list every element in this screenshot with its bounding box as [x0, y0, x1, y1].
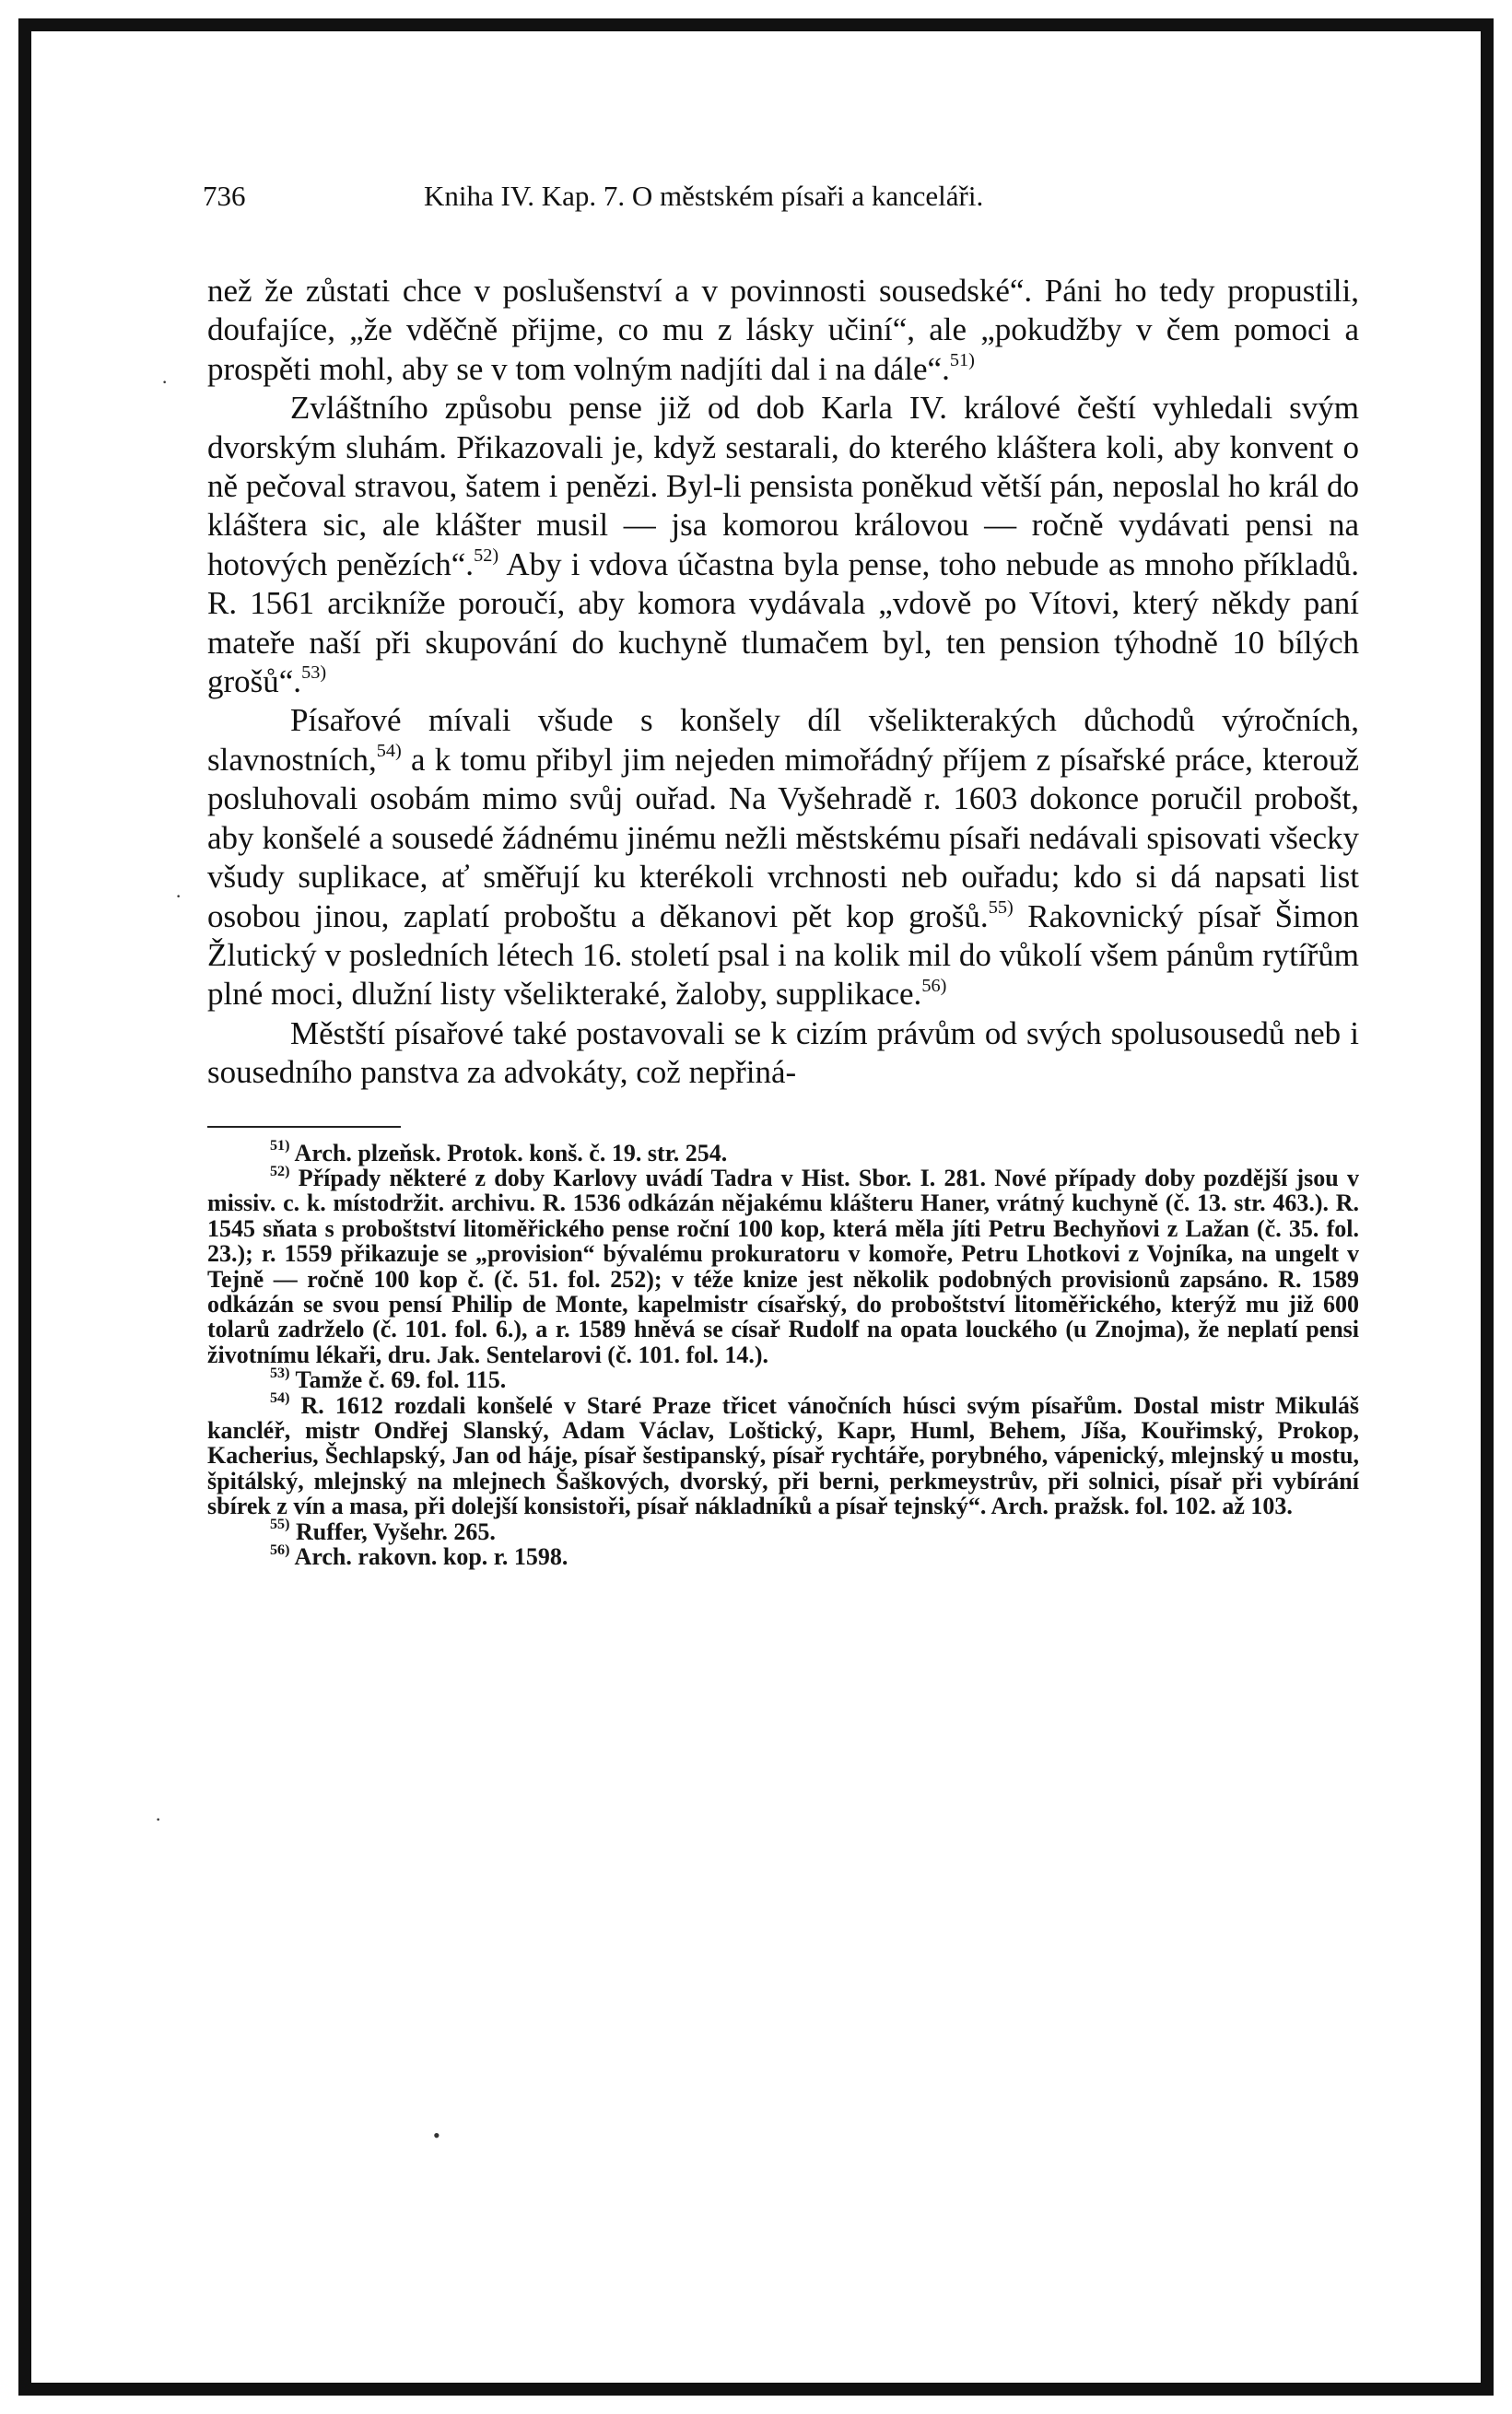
running-header	[203, 180, 1364, 226]
footnote-text: Arch. plzeňsk. Protok. konš. č. 19. str. 254.	[289, 1139, 728, 1166]
text-column	[207, 272, 1359, 1569]
paragraph-3	[207, 701, 1359, 1014]
footnote-51	[207, 1138, 1359, 1166]
paragraph-1	[207, 272, 1359, 389]
footnote-text: Ruffer, Vyšehr. 265.	[289, 1518, 496, 1545]
scan-speck: •	[433, 2124, 440, 2147]
footnote-ref-56: 56)	[921, 975, 947, 996]
footnote-text: Arch. rakovn. kop. r. 1598.	[289, 1543, 568, 1571]
footnote-number: 56)	[270, 1541, 290, 1558]
footnotes	[207, 1138, 1359, 1571]
scan-speck: ·	[161, 370, 169, 393]
footnote-55	[207, 1519, 1359, 1544]
page-number: 736	[203, 180, 246, 212]
footnote-number: 52)	[270, 1163, 290, 1179]
footnote-ref-55: 55)	[988, 896, 1014, 918]
scan-speck: ·	[155, 1808, 162, 1831]
footnote-ref-53: 53)	[301, 662, 327, 684]
scan-speck: ·	[175, 885, 182, 908]
footnote-text: Tamže č. 69. fol. 115.	[289, 1366, 507, 1394]
paragraph-4	[207, 1014, 1359, 1093]
footnote-ref-51: 51)	[949, 350, 975, 371]
footnote-text: Případy některé z doby Karlovy uvádí Tadra v Hist. Sbor. I. 281. Nové případy doby pozdější jsou v missiv. c. k. místodržit. archivu. R. 1536 odkázán nějakému klášteru Haner, vrátný kuchyně (č. 13. str. 463.). R. 1545 sňata s proboštství litoměřického pense roční 100 kop, která měla jíti Petru Bechyňovi z Lažan (č. 35. fol. 23.); r. 1559 přikazuje se „provision“ bývalému prokuratoru v komoře, Petru Lhotkovi z Vojníka, na ungelt v Tejně — ročně 100 kop č. (č. 51. fol. 252); v téže knize jest několik podobných provisionů zapsáno. R. 1589 odkázán se svou pensí Philip de Monte, kapelmistr císařský, do proboštství litoměřického, kterýž mu již 600 tolarů zadrželo (č. 101. fol. 6.), a r. 1589 hněvá se císař Rudolf na opata louckého (u Znojma), že neplatí pensi životnímu lékaři, dru. Jak. Sentelarovi (č. 101. fol. 14.).	[207, 1164, 1359, 1368]
footnote-54	[207, 1390, 1359, 1520]
footnote-number: 53)	[270, 1365, 290, 1381]
paragraph-3-text-c: Rakovnický písař Šimon Žlutický v posledních létech 16. století psal i na kolik mil do vůkolí všem pánům rytířům plné moci, dlužní listy všelikteraké, žaloby, supplikace.	[207, 897, 1359, 1013]
paragraph-2-text-b: Aby i vdova účastna byla pense, toho nebude as mnoho příkladů. R. 1561 arcikníže poroučí, aby komora vydávala „vdově po Vítovi, který někdy paní mateře naší při skupování do kuchyně tlumačem byl, ten pension týhodně 10 bílých grošů“.	[207, 545, 1360, 700]
footnote-number: 54)	[270, 1390, 290, 1407]
footnote-53	[207, 1367, 1359, 1392]
footnote-56	[207, 1541, 1359, 1571]
footnote-52	[207, 1163, 1359, 1368]
paragraph-3-text-a: Písařové mívali všude s konšely díl všelikterakých důchodů výročních, slavnostních,	[207, 702, 1359, 778]
paragraph-4-text: Městští písařové také postavovali se k cizím právům od svých spolusousedů neb i sousedního panstva za advokáty, což nepřiná-	[207, 1014, 1359, 1091]
paragraph-3-text-b: a k tomu přibyl jim nejeden mimořádný příjem z písařské práce, kterouž posluhovali osobám mimo svůj ouřad. Na Vyšehradě r. 1603 dokonce poručil probošt, aby konšelé a sousedé žádnému jinému nežli městskému písaři nedávali spisovati všecky všudy suplikace, ať směřují ku kterékoli vrchnosti neb ouřadu; kdo si dá napsati list osobou jinou, zaplatí proboštu a děkanovi pět kop grošů.	[207, 741, 1359, 934]
footnote-number: 51)	[270, 1138, 290, 1154]
body-text	[207, 272, 1359, 1093]
footnote-text: R. 1612 rozdali konšelé v Staré Praze třicet vánočních húsci svým písařům. Dostal mistr Mikuláš kancléř, mistr Ondřej Slanský, Adam Václav, Loštický, Kapr, Huml, Behem, Jíša, Kouřimský, Prokop, Kacherius, Šechlapský, Jan od háje, písař šestipanský, písař rychtáře, porybného, vápenický, mlejnský u mostu, špitálský, mlejnský na mlejnech Šaškových, dvorský, při berni, perkmeystrův, při solnici, písař při vybírání sbírek z vín a masa, při dolejší konsistoři, písař nákladníků a písař tejnský“. Arch. pražsk. fol. 102. až 103.	[207, 1391, 1359, 1520]
footnote-ref-52: 52)	[474, 545, 499, 567]
footnote-ref-54: 54)	[376, 741, 402, 762]
paragraph-2	[207, 389, 1359, 701]
footnote-number: 55)	[270, 1517, 290, 1533]
footnote-divider	[207, 1126, 401, 1128]
paragraph-1-text: než že zůstati chce v poslušenství a v povinnosti sousedské“. Páni ho tedy propustili, doufajíce, „že vděčně přijme, co mu z lásky učiní“, ale „pokudžby v čem pomoci a prospěti mohl, aby se v tom volným nadjíti dal i na dále“.	[207, 273, 1359, 387]
paragraph-2-text-a: Zvláštního způsobu pense již od dob Karla IV. králové čeští vyhledali svým dvorským sluhám. Přikazovali je, když sestarali, do kterého kláštera koli, aby konvent o ně pečoval stravou, šatem i penězi. Byl-li pensista poněkud větší pán, neposlal ho král do kláštera sic, ale klášter musil — jsa komorou královou — ročně vydávati pensi na hotových penězích“.	[207, 390, 1359, 582]
running-title: Kniha IV. Kap. 7. O městském písaři a kanceláři.	[424, 180, 984, 212]
